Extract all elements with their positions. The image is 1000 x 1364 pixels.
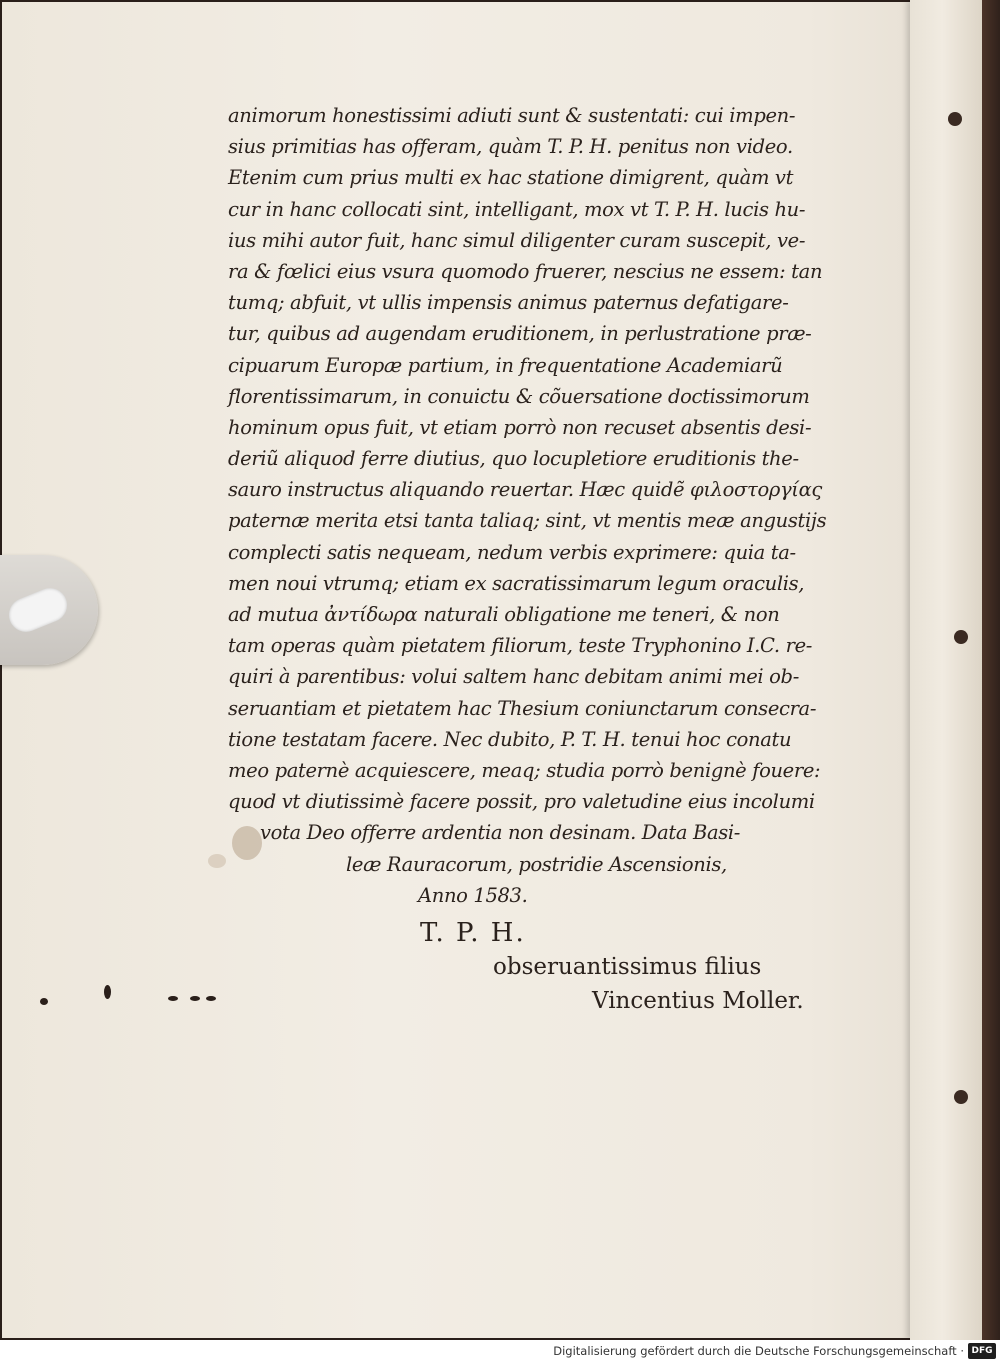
signature-name: Vincentius Moller.	[592, 988, 804, 1014]
text-line: ra & fœlici eius vsura quomodo fruerer, nescius ne essem: tan	[228, 259, 823, 283]
ink-spot	[168, 996, 178, 1001]
text-line: deriũ aliquod ferre diutius, quo locupletiore eruditionis the-	[228, 447, 799, 471]
binding-hole	[954, 630, 968, 644]
text-line: ad mutua ἀντίδωρα naturali obligatione me teneri, & non	[228, 603, 780, 626]
ink-spot	[104, 985, 111, 999]
text-line: vota Deo offerre ardentia non desinam. Data Basi-	[260, 821, 741, 845]
date-line: Anno 1583.	[418, 883, 528, 907]
funding-credit: Digitalisierung gefördert durch die Deutsche Forschungsgemeinschaft ·	[553, 1344, 964, 1358]
book-spine	[982, 0, 1000, 1340]
text-line: men noui vtrumq; etiam ex sacratissimarum legum oraculis,	[228, 571, 805, 595]
text-line: tam operas quàm pietatem filiorum, teste Tryphonino I.C. re-	[228, 634, 812, 658]
ink-spot	[206, 996, 216, 1001]
dfg-logo-icon: DFG	[968, 1343, 996, 1359]
text-line: tur, quibus ad augendam eruditionem, in perlustratione præ-	[228, 322, 812, 346]
body-text	[228, 100, 868, 911]
text-line: quod vt diutissimè facere possit, pro valetudine eius incolumi	[228, 790, 815, 814]
signature-initials: T. P. H.	[420, 918, 526, 948]
text-line: cur in hanc collocati sint, intelligant, mox vt T. P. H. lucis hu-	[228, 197, 806, 221]
digitization-footer	[0, 1340, 1000, 1364]
text-line: complecti satis nequeam, nedum verbis exprimere: quia ta-	[228, 540, 796, 564]
paper-stain	[208, 854, 226, 868]
signature-role: obseruantissimus filius	[493, 954, 762, 980]
ink-spot	[40, 998, 48, 1005]
text-line: sauro instructus aliquando reuertar. Hæc quidẽ φιλοστοργίας	[228, 478, 822, 502]
text-line: sius primitias has offeram, quàm T. P. H. penitus non video.	[228, 135, 793, 159]
text-line: Etenim cum prius multi ex hac statione dimigrent, quàm vt	[228, 166, 794, 190]
text-line: animorum honestissimi adiuti sunt & sustentati: cui impen-	[228, 104, 796, 127]
text-line: cipuarum Europæ partium, in frequentatione Academiarũ	[228, 353, 783, 377]
text-line: hominum opus fuit, vt etiam porrò non recuset absentis desi-	[228, 415, 812, 439]
text-line: paternæ merita etsi tanta taliaq; sint, vt mentis meæ angustijs	[228, 509, 827, 533]
next-leaf-edge	[910, 0, 982, 1340]
text-line: seruantiam et pietatem hac Thesium coniunctarum consecra-	[228, 696, 817, 720]
ink-spot	[190, 996, 200, 1001]
text-line: ius mihi autor fuit, hanc simul diligenter curam suscepit, ve-	[228, 228, 806, 252]
text-line: tione testatam facere. Nec dubito, P. T. H. tenui hoc conatu	[228, 727, 792, 751]
text-line: tumq; abfuit, vt ullis impensis animus paternus defatigare-	[228, 291, 789, 315]
text-line: quiri à parentibus: volui saltem hanc debitam animi mei ob-	[228, 665, 799, 689]
text-line: leæ Rauracorum, postridie Ascensionis,	[346, 852, 727, 876]
text-line: meo paternè acquiescere, meaq; studia porrò benignè fouere:	[228, 758, 821, 782]
binding-hole	[948, 112, 962, 126]
text-line: florentissimarum, in conuictu & cõuersatione doctissimorum	[228, 384, 810, 408]
binding-hole	[954, 1090, 968, 1104]
